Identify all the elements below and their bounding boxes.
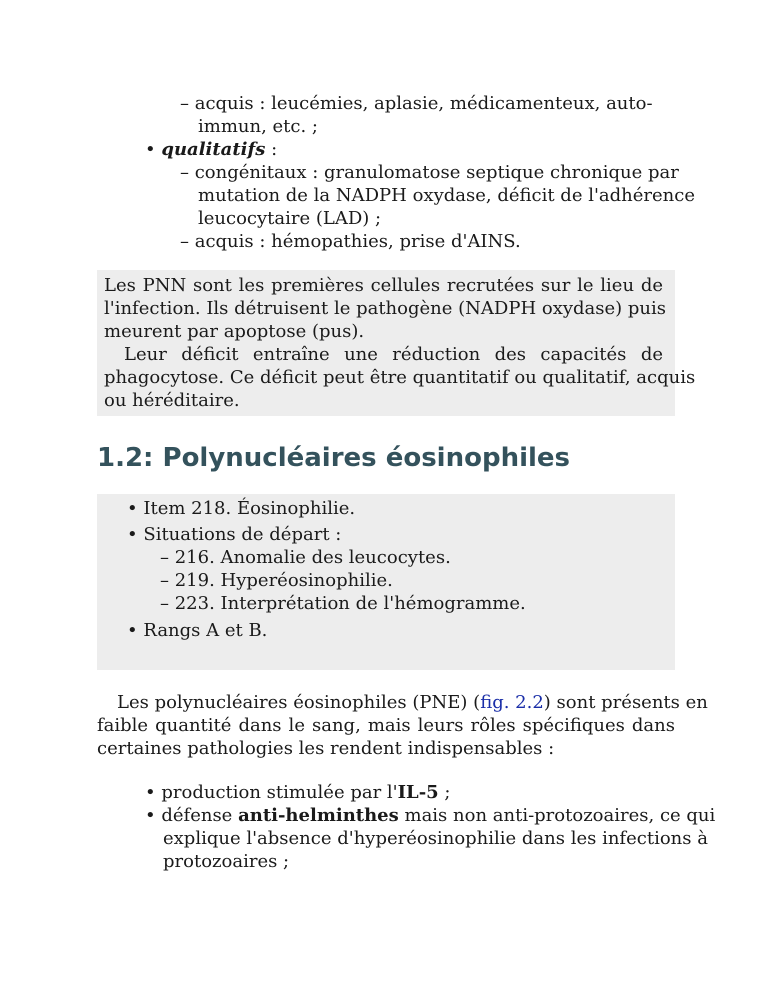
qualitative-label: qualitatifs xyxy=(161,139,266,160)
situations-text: Situations de départ : xyxy=(143,524,342,545)
bullet-text: mais non anti-protozoaires, ce qui xyxy=(398,805,716,826)
bullet-anti-helminthes-cont-2: protozoaires ; xyxy=(163,851,290,872)
item-text: Item 218. Éosinophilie. xyxy=(143,498,356,519)
figure-link[interactable]: fig. 2.2 xyxy=(480,692,544,713)
paragraph-line-3: certaines pathologies les rendent indispensables : xyxy=(97,738,555,759)
bullet-anti-helminthes xyxy=(145,804,715,827)
situation-223: – 223. Interprétation de l'hémogramme. xyxy=(160,593,526,614)
bullet: • xyxy=(127,620,138,641)
summary-line-2: l'infection. Ils détruisent le pathogène (NADPH oxydase) puis xyxy=(104,298,667,319)
bullet-text: ; xyxy=(438,782,451,803)
il5-term: IL-5 xyxy=(397,782,439,803)
summary-line-4: Leur déficit entraîne une réduction des capacités de xyxy=(124,344,663,365)
paragraph-line-2: faible quantité dans le sang, mais leurs rôles spécifiques dans xyxy=(97,715,675,736)
bullet-il5 xyxy=(145,781,451,804)
summary-line-3: meurent par apoptose (pus). xyxy=(104,321,365,342)
list-item-congenital: – congénitaux : granulomatose septique chronique par xyxy=(180,162,679,183)
list-item-qualitative xyxy=(145,138,277,161)
paragraph-text: Les polynucléaires éosinophiles (PNE) ( xyxy=(117,692,481,713)
bullet: • xyxy=(145,782,156,803)
item-box-entry-situations xyxy=(127,523,341,546)
list-item-acquired-qualitative: – acquis : hémopathies, prise d'AINS. xyxy=(180,231,521,252)
bullet: • xyxy=(127,524,138,545)
summary-line-5: phagocytose. Ce déficit peut être quantitatif ou qualitatif, acquis xyxy=(104,367,696,388)
list-item-acquired-quantitative: – acquis : leucémies, aplasie, médicamenteux, auto- xyxy=(180,93,653,114)
bullet: • xyxy=(127,498,138,519)
bullet-anti-helminthes-cont-1: explique l'absence d'hyperéosinophilie dans les infections à xyxy=(163,828,708,849)
list-item-congenital-cont-1: mutation de la NADPH oxydase, déficit de l'adhérence xyxy=(198,185,695,206)
bullet-text: défense xyxy=(161,805,239,826)
anti-helminthes-term: anti-helminthes xyxy=(238,805,399,826)
situation-216: – 216. Anomalie des leucocytes. xyxy=(160,547,451,568)
item-box-entry-ranks xyxy=(127,619,267,642)
list-item-acquired-quantitative-cont: immun, etc. ; xyxy=(198,116,318,137)
section-heading: 1.2: Polynucléaires éosinophiles xyxy=(97,443,571,473)
paragraph-line-1 xyxy=(117,691,708,714)
ranks-text: Rangs A et B. xyxy=(143,620,268,641)
bullet: • xyxy=(145,805,156,826)
item-box-entry-item xyxy=(127,497,355,520)
list-item-congenital-cont-2: leucocytaire (LAD) ; xyxy=(198,208,382,229)
bullet: • xyxy=(145,139,156,160)
qualitative-colon: : xyxy=(265,139,278,160)
bullet-text: production stimulée par l' xyxy=(161,782,398,803)
situation-219: – 219. Hyperéosinophilie. xyxy=(160,570,393,591)
summary-line-1: Les PNN sont les premières cellules recrutées sur le lieu de xyxy=(104,275,663,296)
paragraph-text: ) sont présents en xyxy=(543,692,708,713)
summary-line-6: ou héréditaire. xyxy=(104,390,240,411)
